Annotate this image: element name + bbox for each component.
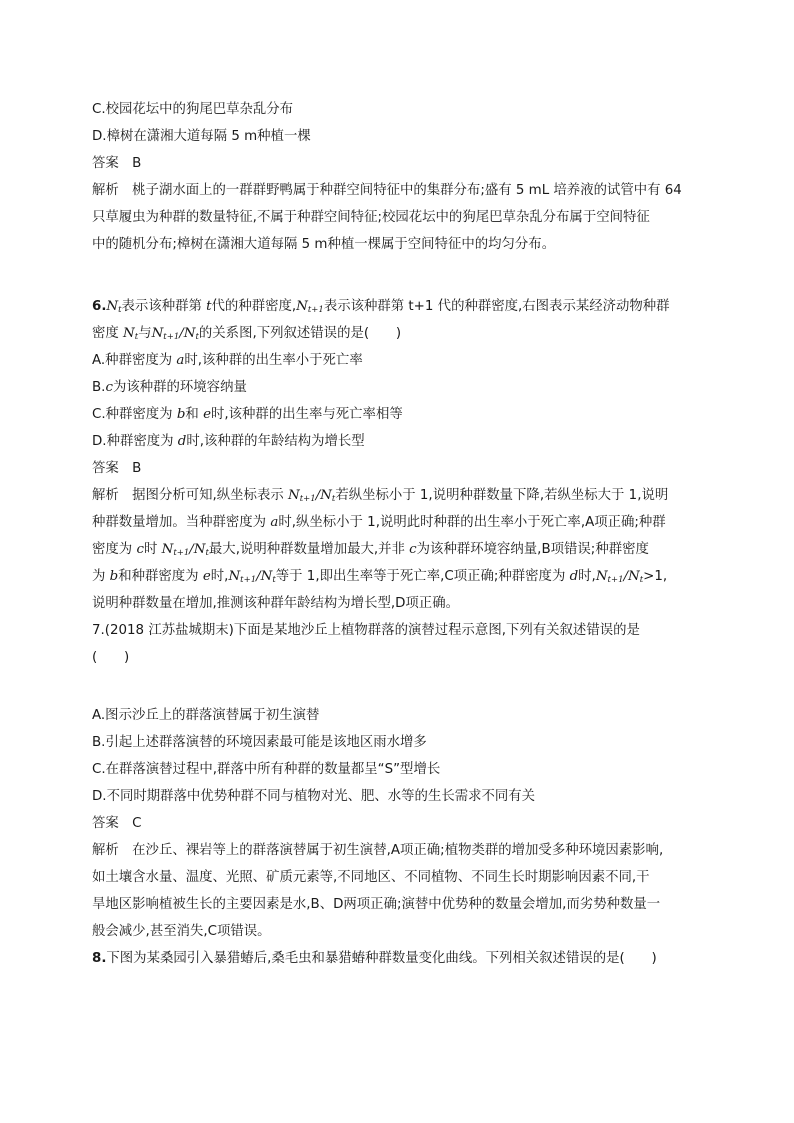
q5-explanation-line-3: 中的随机分布;樟树在潇湘大道每隔 5 m种植一棵属于空间特征中的均匀分布。 (92, 237, 556, 252)
q7-explanation-line-1: 解析 在沙丘、裸岩等上的群落演替属于初生演替,A项正确;植物类群的增加受多种环境因素影响, (92, 843, 664, 858)
q7-option-c: C.在群落演替过程中,群落中所有种群的数量都呈“S”型增长 (92, 762, 441, 777)
q6-stem-line-2: 密度 $N_t$与$N_{t+1}/N_t$的关系图,下列叙述错误的是( ) (92, 326, 402, 342)
q6-answer: 答案 B (92, 461, 142, 476)
q6-stem-line-1: $6.N_t$表示该种群第 t代的种群密度$,N_{t+1}$表示该种群第 t+1 代的种群密度,右图表示某经济动物种群 (92, 299, 670, 315)
q5-explanation-line-2: 只草履虫为种群的数量特征,不属于种群空间特征;校园花坛中的狗尾巴草杂乱分布属于空间特征 (92, 210, 650, 225)
q7-option-b: B.引起上述群落演替的环境因素最可能是该地区雨水增多 (92, 735, 427, 750)
q6-option-c: C.种群密度为 b和 e时,该种群的出生率与死亡率相等 (92, 407, 403, 422)
q5-option-c: C.校园花坛中的狗尾巴草杂乱分布 (92, 102, 294, 117)
q7-answer: 答案 C (92, 816, 142, 831)
q8-number: 8. (92, 951, 107, 966)
q6-explanation-line-2: 种群数量增加。当种群密度为 a时,纵坐标小于 1,说明此时种群的出生率小于死亡率,A项正确;种群 (92, 515, 666, 530)
q6-explanation-line-4: 为 b和种群密度为 e时$,N_{t+1}/N_t$等于 1,即出生率等于死亡率,C项正确;种群密度为 d时$,N_{t+1}/N_t>1$, (92, 569, 668, 585)
q7-option-a: A.图示沙丘上的群落演替属于初生演替 (92, 708, 320, 723)
q7-option-d: D.不同时期群落中优势种群不同与植物对光、肥、水等的生长需求不同有关 (92, 789, 536, 804)
q7-explanation-line-2: 如土壤含水量、温度、光照、矿质元素等,不同地区、不同植物、不同生长时期影响因素不同,干 (92, 870, 650, 885)
q7-stem-line-2: ( ) (92, 650, 130, 665)
q5-answer: 答案 B (92, 156, 142, 171)
q7-stem-line-1: 7.(2018 江苏盐城期末)下面是某地沙丘上植物群落的演替过程示意图,下列有关叙述错误的是 (92, 623, 640, 638)
q6-explanation-line-5: 说明种群数量在增加,推测该种群年龄结构为增长型,D项正确。 (92, 596, 459, 611)
q5-explanation-line-1: 解析 桃子湖水面上的一群群野鸭属于种群空间特征中的集群分布;盛有 5 mL 培养液的试管中有 64 (92, 183, 682, 198)
q6-option-a: A.种群密度为 a时,该种群的出生率小于死亡率 (92, 353, 363, 368)
q6-option-b: B.c为该种群的环境容纳量 (92, 380, 247, 395)
q6-explanation-line-1: 解析 据图分析可知,纵坐标表示 $N_{t+1}/N_t$若纵坐标小于 1,说明种群数量下降,若纵坐标大于 1,说明 (92, 488, 669, 504)
q8-stem: 8.下图为某桑园引入暴猎蝽后,桑毛虫和暴猎蝽种群数量变化曲线。下列相关叙述错误的是( ) (92, 951, 657, 966)
q7-explanation-line-3: 旱地区影响植被生长的主要因素是水,B、D两项正确;演替中优势种的数量会增加,而劣势种数量一 (92, 897, 661, 912)
q7-explanation-line-4: 般会减少,甚至消失,C项错误。 (92, 924, 271, 939)
q6-option-d: D.种群密度为 d时,该种群的年龄结构为增长型 (92, 434, 365, 449)
q6-number: 6. (92, 299, 107, 314)
q6-explanation-line-3: 密度为 c时 $N_{t+1}/N_t$最大,说明种群数量增加最大,并非 c为该种群环境容纳量,B项错误;种群密度 (92, 542, 649, 558)
q5-option-d: D.樟树在潇湘大道每隔 5 m种植一棵 (92, 129, 311, 144)
